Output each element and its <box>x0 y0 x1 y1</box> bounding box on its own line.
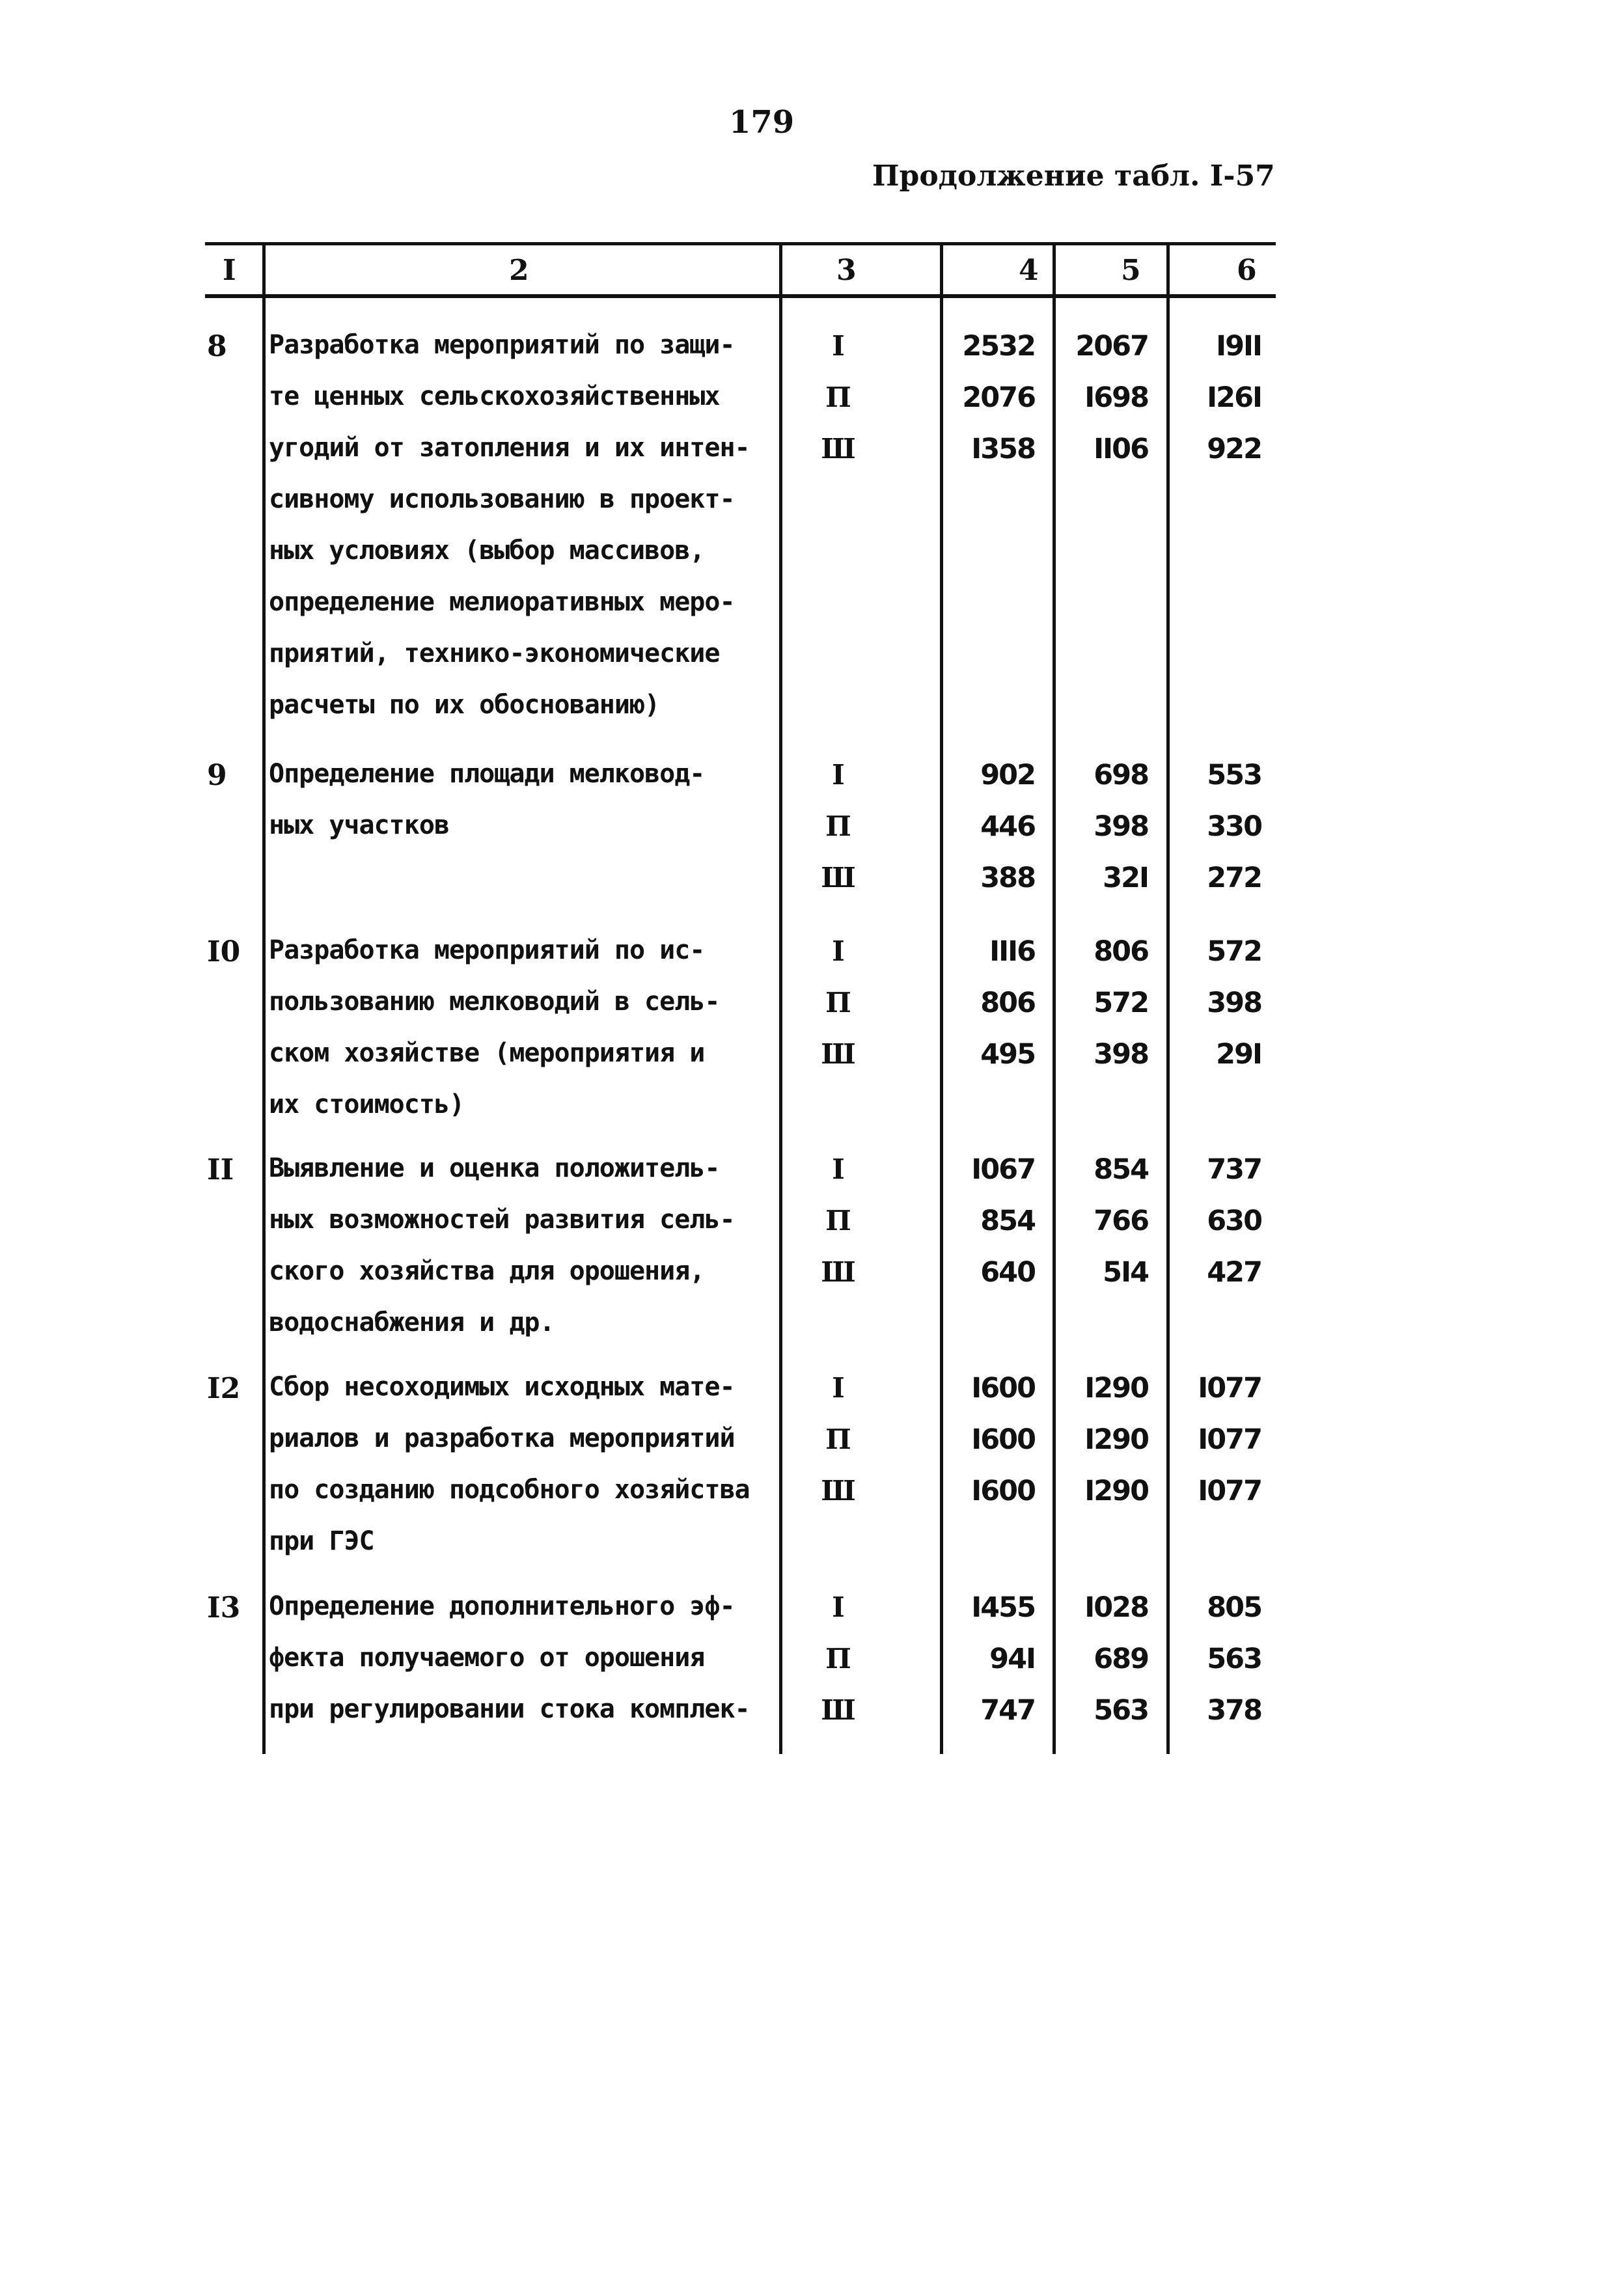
row-description-line: определение мелиоративных меро- <box>269 587 735 617</box>
value-col-4: I455 <box>971 1591 1035 1624</box>
value-col-4: I067 <box>971 1153 1035 1186</box>
category-cell: Ш <box>821 862 856 894</box>
category-cell: I <box>832 1591 845 1623</box>
value-col-5: 398 <box>1094 1038 1148 1071</box>
value-col-5: I290 <box>1084 1423 1148 1456</box>
category-cell: I <box>832 1153 845 1185</box>
value-col-6: 272 <box>1207 862 1261 894</box>
row-description-line: фекта получаемого от орошения <box>269 1643 705 1673</box>
value-col-4: 2076 <box>962 381 1035 414</box>
row-number: I2 <box>207 1372 241 1405</box>
value-col-6: 805 <box>1207 1591 1261 1624</box>
value-col-4: 94I <box>989 1643 1035 1675</box>
value-col-4: I600 <box>971 1423 1035 1456</box>
value-col-6: 563 <box>1207 1643 1261 1675</box>
header-col-4: 4 <box>1019 254 1039 287</box>
category-cell: П <box>825 1643 851 1675</box>
value-col-5: 572 <box>1094 987 1148 1019</box>
value-col-4: 388 <box>980 862 1035 894</box>
col-divider-5 <box>1166 244 1170 1754</box>
row-description-line: Разработка мероприятий по защи- <box>269 330 735 360</box>
value-col-5: I698 <box>1084 381 1148 414</box>
col-divider-1 <box>262 244 266 1754</box>
category-cell: I <box>832 935 845 967</box>
row-description-line: Сбор несоходимых исходных мате- <box>269 1372 735 1402</box>
value-col-4: 495 <box>980 1038 1035 1071</box>
row-number: II <box>207 1153 234 1186</box>
value-col-4: 854 <box>980 1205 1035 1237</box>
row-description-line: Определение дополнительного эф- <box>269 1591 735 1621</box>
value-col-5: I290 <box>1084 1372 1148 1405</box>
category-cell: I <box>832 759 845 791</box>
category-cell: П <box>825 1423 851 1455</box>
value-col-6: 427 <box>1207 1256 1261 1289</box>
row-description-line: их стоимость) <box>269 1090 465 1119</box>
row-description-line: Выявление и оценка положитель- <box>269 1153 720 1183</box>
value-col-4: I600 <box>971 1372 1035 1405</box>
value-col-5: I290 <box>1084 1475 1148 1507</box>
col-divider-2 <box>779 244 782 1754</box>
value-col-5: 398 <box>1094 810 1148 843</box>
row-number: 8 <box>207 330 227 363</box>
value-col-6: 553 <box>1207 759 1261 791</box>
table-top-border <box>205 242 1276 245</box>
value-col-6: 572 <box>1207 935 1261 968</box>
value-col-6: I077 <box>1198 1372 1261 1405</box>
value-col-5: 698 <box>1094 759 1148 791</box>
row-description-line: Разработка мероприятий по ис- <box>269 935 705 965</box>
row-number: I0 <box>207 935 241 968</box>
row-description-line: риалов и разработка мероприятий <box>269 1423 735 1453</box>
row-description-line: сивному использованию в проект- <box>269 484 735 514</box>
value-col-6: 737 <box>1207 1153 1261 1186</box>
value-col-6: I077 <box>1198 1475 1261 1507</box>
value-col-5: 689 <box>1094 1643 1148 1675</box>
value-col-5: 32I <box>1103 862 1148 894</box>
value-col-5: 854 <box>1094 1153 1148 1186</box>
header-col-1: I <box>223 254 236 287</box>
header-col-3: 3 <box>836 254 857 287</box>
value-col-4: III6 <box>989 935 1035 968</box>
value-col-5: 806 <box>1094 935 1148 968</box>
value-col-4: 902 <box>980 759 1035 791</box>
category-cell: Ш <box>821 1694 856 1726</box>
value-col-5: II06 <box>1094 433 1148 465</box>
value-col-4: 640 <box>980 1256 1035 1289</box>
row-number: 9 <box>207 759 227 792</box>
continuation-label: Продолжение табл. I-57 <box>872 159 1275 193</box>
value-col-4: 747 <box>980 1694 1035 1727</box>
value-col-4: I600 <box>971 1475 1035 1507</box>
value-col-6: 922 <box>1207 433 1261 465</box>
row-description-line: расчеты по их обоснованию) <box>269 690 660 720</box>
row-description-line: ского хозяйства для орошения, <box>269 1256 705 1286</box>
row-description-line: Определение площади мелковод- <box>269 759 705 789</box>
header-col-2: 2 <box>509 254 529 287</box>
header-col-5: 5 <box>1121 254 1141 287</box>
row-number: I3 <box>207 1591 241 1624</box>
table-header-divider <box>205 294 1276 298</box>
header-col-6: 6 <box>1237 254 1257 287</box>
value-col-6: I077 <box>1198 1423 1261 1456</box>
value-col-5: 5I4 <box>1103 1256 1148 1289</box>
category-cell: П <box>825 810 851 842</box>
value-col-5: 766 <box>1094 1205 1148 1237</box>
page-number: 179 <box>729 104 795 141</box>
col-divider-4 <box>1053 244 1056 1754</box>
row-description-line: водоснабжения и др. <box>269 1308 555 1337</box>
value-col-5: I028 <box>1084 1591 1148 1624</box>
value-col-6: I9II <box>1216 330 1261 363</box>
value-col-5: 2067 <box>1075 330 1148 363</box>
value-col-4: I358 <box>971 433 1035 465</box>
category-cell: Ш <box>821 1038 856 1070</box>
value-col-4: 806 <box>980 987 1035 1019</box>
row-description-line: приятий, технико-экономические <box>269 638 720 668</box>
category-cell: Ш <box>821 1475 856 1507</box>
value-col-5: 563 <box>1094 1694 1148 1727</box>
value-col-6: I26I <box>1207 381 1261 414</box>
col-divider-3 <box>940 244 943 1754</box>
row-description-line: угодий от затопления и их интен- <box>269 433 750 463</box>
row-description-line: по созданию подсобного хозяйства <box>269 1475 750 1505</box>
category-cell: П <box>825 381 851 413</box>
category-cell: I <box>832 1372 845 1404</box>
value-col-6: 398 <box>1207 987 1261 1019</box>
category-cell: I <box>832 330 845 362</box>
row-description-line: те ценных сельскохозяйственных <box>269 381 720 411</box>
value-col-4: 2532 <box>962 330 1035 363</box>
row-description-line: пользованию мелководий в сель- <box>269 987 720 1017</box>
value-col-4: 446 <box>980 810 1035 843</box>
row-description-line: ных условиях (выбор массивов, <box>269 536 705 566</box>
value-col-6: 29I <box>1216 1038 1261 1071</box>
value-col-6: 630 <box>1207 1205 1261 1237</box>
value-col-6: 378 <box>1207 1694 1261 1727</box>
category-cell: П <box>825 1205 851 1237</box>
value-col-6: 330 <box>1207 810 1261 843</box>
category-cell: Ш <box>821 1256 856 1288</box>
row-description-line: ных участков <box>269 810 449 840</box>
row-description-line: ных возможностей развития сель- <box>269 1205 735 1235</box>
category-cell: Ш <box>821 433 856 465</box>
row-description-line: при регулировании стока комплек- <box>269 1694 750 1724</box>
row-description-line: ском хозяйстве (мероприятия и <box>269 1038 705 1068</box>
row-description-line: при ГЭС <box>269 1526 374 1556</box>
category-cell: П <box>825 987 851 1019</box>
